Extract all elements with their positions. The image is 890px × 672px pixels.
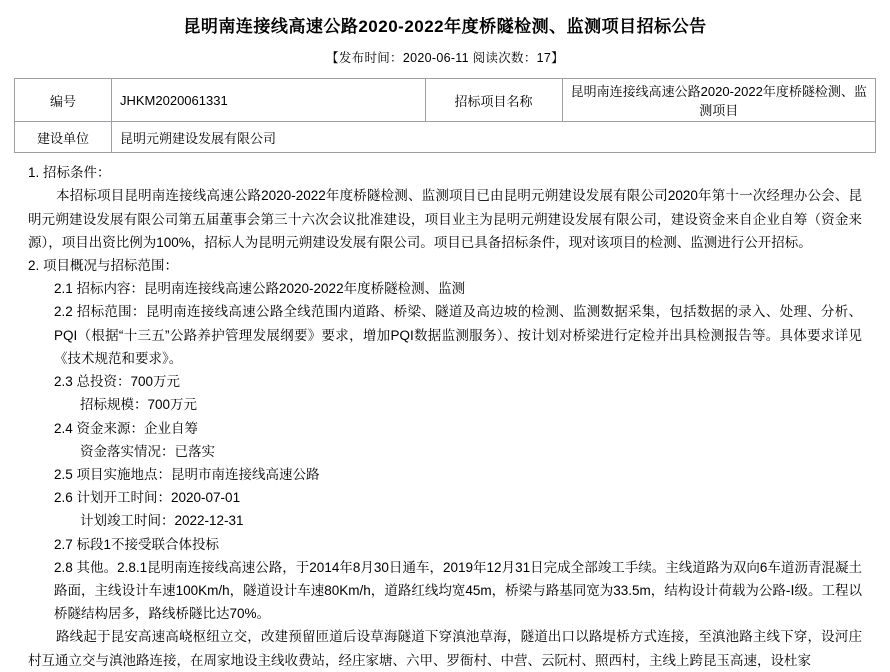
label-construction-unit: 建设单位 xyxy=(15,122,112,153)
label-project-name: 招标项目名称 xyxy=(425,79,562,122)
item-2-7: 2.7 标段1不接受联合体投标 xyxy=(54,536,220,552)
label-number: 编号 xyxy=(15,79,112,122)
publish-meta: 【发布时间：2020-06-11 阅读次数：17】 xyxy=(326,51,564,66)
item-2-5: 2.5 项目实施地点：昆明市南连接线高速公路 xyxy=(54,466,320,482)
item-2-6-finish: 计划竣工时间：2022-12-31 xyxy=(80,513,244,529)
item-2-4: 2.4 资金来源：企业自筹 xyxy=(54,420,199,436)
item-2-2: 2.2 招标范围：昆明南连接线高速公路全线范围内道路、桥梁、隧道及高边坡的检测、监测数据采集，包括数据的录入、处理、分析、PQI（根据“十三五”公路养护管理发展纲要》要求，增加PQI数据监测服务）、按计划对桥梁进行定检并出具检测报告等。具体要求详见《技术规范和要求》。 xyxy=(54,304,862,366)
section-2-heading: 2. 项目概况与招标范围： xyxy=(28,257,179,273)
project-info-table xyxy=(14,78,876,153)
item-2-3-scale: 招标规模：700万元 xyxy=(80,397,198,413)
item-2-1: 2.1 招标内容：昆明南连接线高速公路2020-2022年度桥隧检测、监测 xyxy=(54,281,466,297)
item-2-4-status: 资金落实情况：已落实 xyxy=(80,443,215,459)
value-project-name: 昆明南连接线高速公路2020-2022年度桥隧检测、监测项目 xyxy=(562,79,876,122)
table-row xyxy=(15,122,876,153)
page-title: 昆明南连接线高速公路2020-2022年度桥隧检测、监测项目招标公告 xyxy=(183,17,707,36)
value-number: JHKM2020061331 xyxy=(112,79,426,122)
paragraph-route-description: 路线起于昆安高速高峣枢纽立交，改建预留匝道后设草海隧道下穿滇池草海，隧道出口以路堤桥方式连接，至滇池路主线下穿，设河庄村互通立交与滇池路连接，在周家地设主线收费站，经庄家塘、六甲、罗衙村、中营、云阮村、照西村，主线上跨昆玉高速，设杜家 xyxy=(28,629,862,668)
value-construction-unit: 昆明元朔建设发展有限公司 xyxy=(112,122,876,153)
section-1-body: 本招标项目昆明南连接线高速公路2020-2022年度桥隧检测、监测项目已由昆明元朔建设发展有限公司2020年第十一次经理办公会、昆明元朔建设发展有限公司第五届董事会第三十六次会议批准建设，项目业主为昆明元朔建设发展有限公司，建设资金来自企业自筹（资金来源），项目出资比例为100%，招标人为昆明元朔建设发展有限公司。项目已具备招标条件，现对该项目的检测、监测进行公开招标。 xyxy=(28,188,862,250)
item-2-6: 2.6 计划开工时间：2020-07-01 xyxy=(54,490,241,506)
item-2-3: 2.3 总投资：700万元 xyxy=(54,374,181,390)
announcement-body xyxy=(14,161,876,672)
item-2-8: 2.8 其他。2.8.1昆明南连接线高速公路，于2014年8月30日通车，2019年12月31日完成全部竣工手续。主线道路为双向6车道沥青混凝土路面，主线设计车速100Km/h，隧道设计车速80Km/h，道路红线均宽45m，桥梁与路基同宽为33.5m，结构设计荷载为公路-Ⅰ级。工程以桥隧结构居多，路线桥隧比达70%。 xyxy=(54,559,862,622)
section-1-heading: 1. 招标条件： xyxy=(28,165,111,181)
table-row xyxy=(15,79,876,122)
